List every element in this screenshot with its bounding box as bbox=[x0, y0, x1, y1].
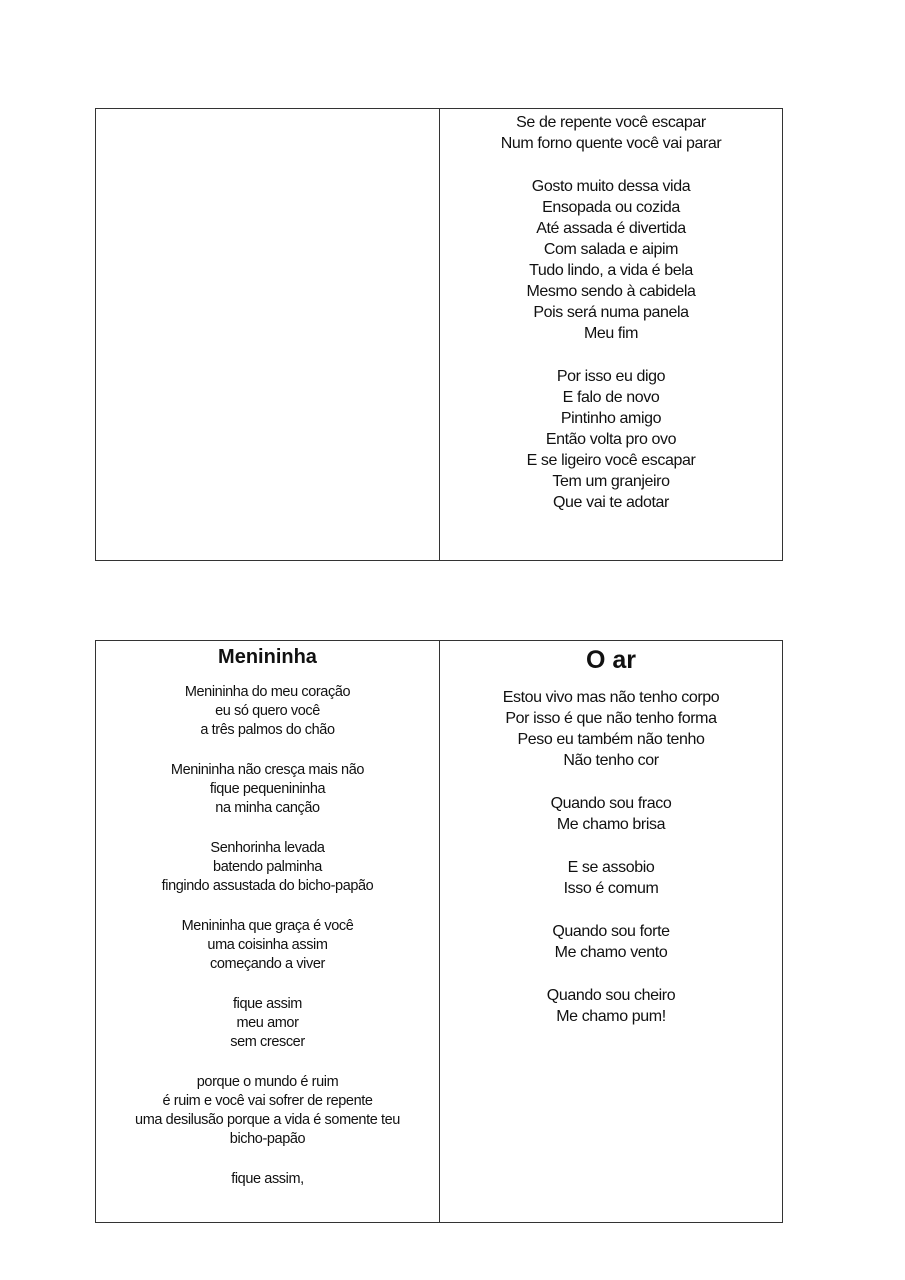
poem-line: Menininha não cresça mais não bbox=[170, 762, 365, 778]
poem-line: Quando sou fraco bbox=[550, 795, 672, 812]
poem-line: Então volta pro ovo bbox=[545, 431, 677, 448]
menininha-poem-cell bbox=[96, 641, 439, 1222]
poem-line: Num forno quente você vai parar bbox=[500, 135, 722, 152]
poem-line: meu amor bbox=[236, 1015, 299, 1031]
poem-line: Com salada e aipim bbox=[543, 241, 679, 258]
stanza bbox=[440, 112, 782, 154]
poem-line: porque o mundo é ruim bbox=[196, 1074, 339, 1090]
stanza bbox=[96, 917, 439, 974]
stanza bbox=[96, 1073, 439, 1149]
poem-line: Tem um granjeiro bbox=[552, 473, 670, 490]
poem-line: Se de repente você escapar bbox=[516, 114, 706, 131]
o-ar-poem-title: O ar bbox=[585, 646, 637, 674]
poem-line: uma coisinha assim bbox=[207, 937, 328, 953]
poem-line: Menininha do meu coração bbox=[184, 684, 351, 700]
poem-line: eu só quero você bbox=[215, 703, 320, 719]
poem-line: E se assobio bbox=[567, 859, 655, 876]
stanza bbox=[96, 683, 439, 740]
stanza bbox=[96, 839, 439, 896]
poem-line: Por isso é que não tenho forma bbox=[505, 710, 717, 727]
stanza bbox=[440, 985, 782, 1027]
top-right-cell bbox=[439, 109, 782, 560]
poem-line: na minha canção bbox=[215, 800, 320, 816]
poem-line: Pintinho amigo bbox=[560, 410, 662, 427]
stanza bbox=[440, 366, 782, 513]
stanza bbox=[96, 1170, 439, 1189]
poem-line: E se ligeiro você escapar bbox=[526, 452, 696, 469]
stanza bbox=[440, 857, 782, 899]
poem-line: Não tenho cor bbox=[563, 752, 659, 769]
menininha-poem-title: Menininha bbox=[218, 646, 317, 668]
poem-line: Me chamo vento bbox=[554, 944, 668, 961]
stanza bbox=[96, 995, 439, 1052]
poem-line: Menininha que graça é você bbox=[181, 918, 354, 934]
poem-line: fingindo assustada do bicho-papão bbox=[161, 878, 374, 894]
o-ar-poem-cell bbox=[439, 641, 782, 1222]
poem-line: Me chamo pum! bbox=[556, 1008, 666, 1025]
poem-line: Até assada é divertida bbox=[536, 220, 686, 237]
top-left-cell bbox=[96, 109, 439, 560]
poem-line: Meu fim bbox=[583, 325, 639, 342]
poem-line: Quando sou forte bbox=[552, 923, 670, 940]
poem-line: fique pequenininha bbox=[209, 781, 326, 797]
poem-line: Pois será numa panela bbox=[533, 304, 689, 321]
poem-line: Peso eu também não tenho bbox=[517, 731, 705, 748]
poem-line: Quando sou cheiro bbox=[546, 987, 676, 1004]
stanza bbox=[440, 687, 782, 771]
poem-line: sem crescer bbox=[230, 1034, 305, 1050]
stanza bbox=[440, 176, 782, 344]
stanza bbox=[440, 793, 782, 835]
poem-line: Tudo lindo, a vida é bela bbox=[529, 262, 693, 279]
poem-line: bicho-papão bbox=[229, 1131, 306, 1147]
stanza bbox=[440, 921, 782, 963]
poem-line: E falo de novo bbox=[562, 389, 660, 406]
poem-line: Ensopada ou cozida bbox=[542, 199, 680, 216]
bottom-poem-table bbox=[95, 640, 783, 1223]
poem-line: uma desilusão porque a vida é somente teu bbox=[135, 1112, 400, 1128]
poem-line: Mesmo sendo à cabidela bbox=[526, 283, 696, 300]
poem-line: Gosto muito dessa vida bbox=[531, 178, 691, 195]
poem-line: batendo palminha bbox=[213, 859, 322, 875]
stanza bbox=[96, 761, 439, 818]
poem-line: fique assim, bbox=[231, 1171, 304, 1187]
poem-line: Isso é comum bbox=[563, 880, 659, 897]
poem-line: Que vai te adotar bbox=[553, 494, 669, 511]
top-poem-table bbox=[95, 108, 783, 561]
poem-line: Senhorinha levada bbox=[210, 840, 325, 856]
poem-line: fique assim bbox=[233, 996, 302, 1012]
poem-line: Estou vivo mas não tenho corpo bbox=[502, 689, 720, 706]
poem-line: Me chamo brisa bbox=[556, 816, 666, 833]
poem-line: a três palmos do chão bbox=[200, 722, 335, 738]
poem-line: Por isso eu digo bbox=[556, 368, 666, 385]
poem-line: começando a viver bbox=[210, 956, 325, 972]
poem-line: é ruim e você vai sofrer de repente bbox=[162, 1093, 373, 1109]
